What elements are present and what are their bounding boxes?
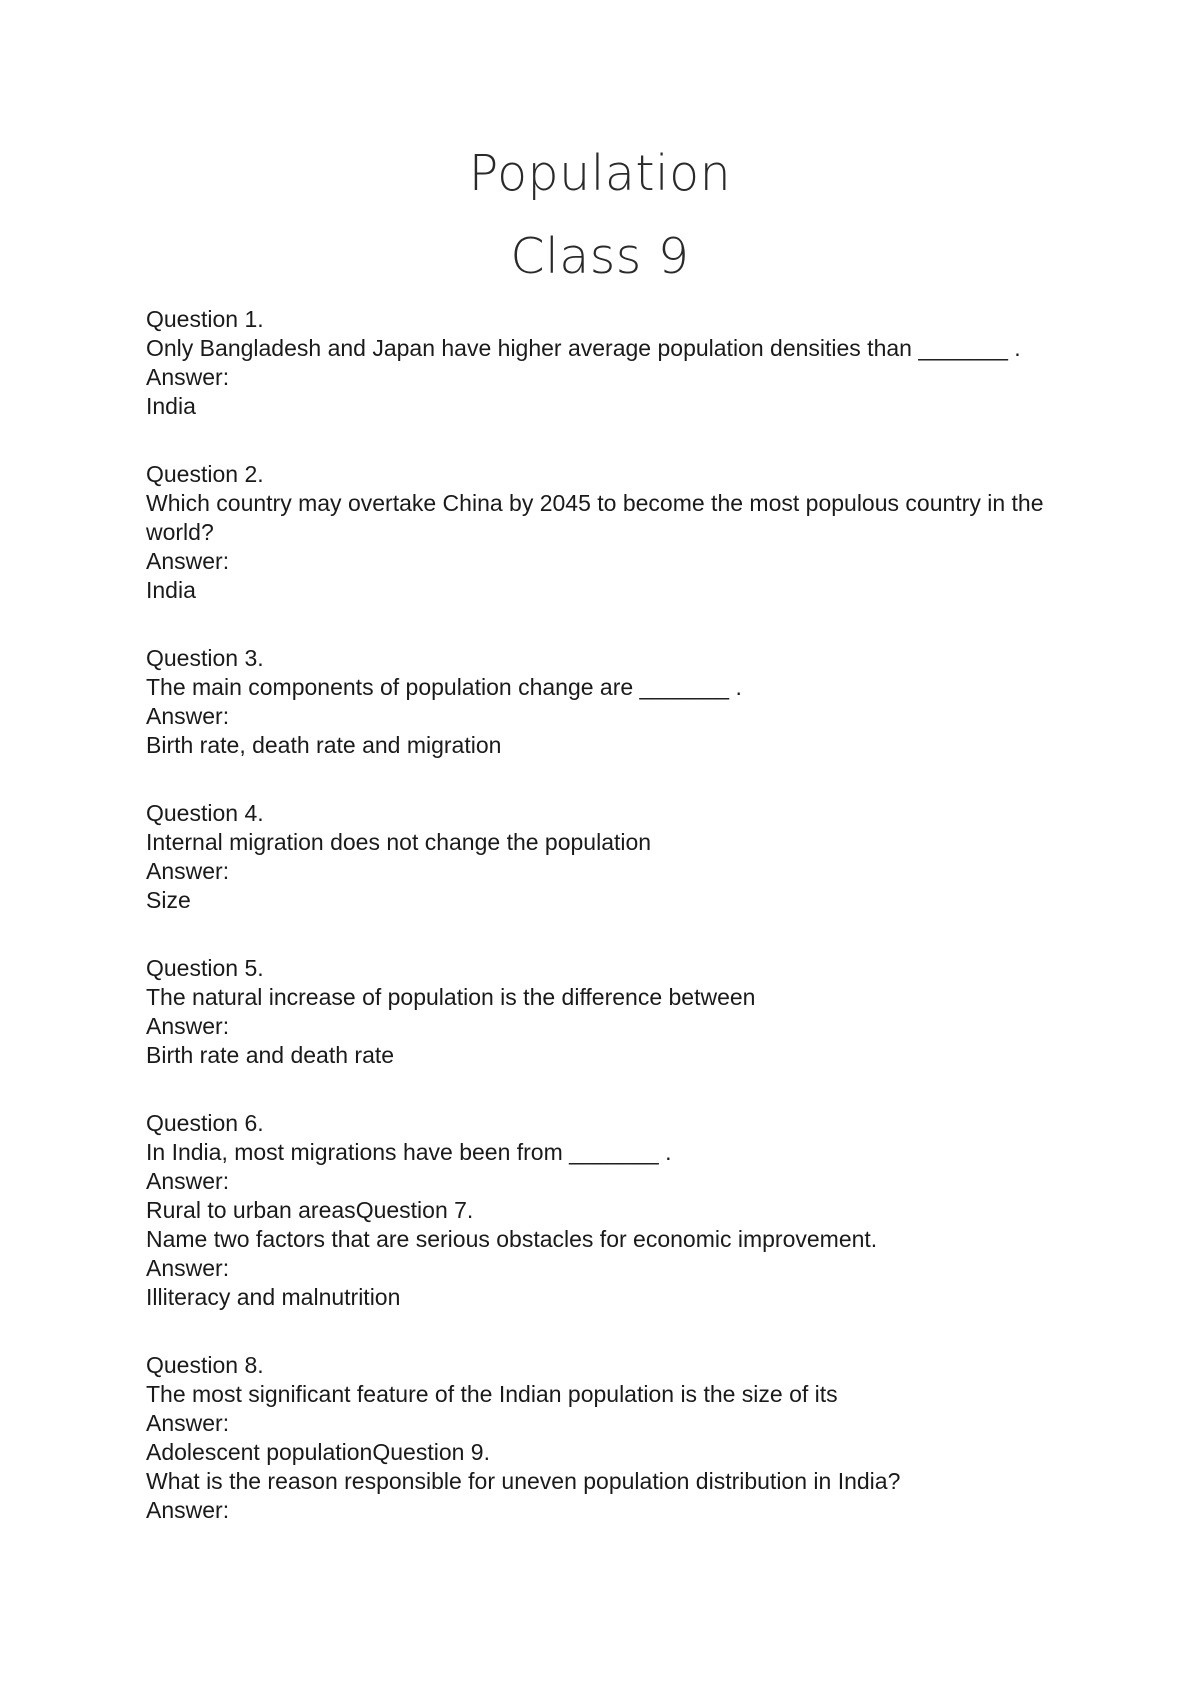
question-text: What is the reason responsible for uneven population distribution in India? [146,1468,901,1494]
question-label: Question 6. [146,1110,264,1136]
answer-text: Adolescent population [146,1439,373,1465]
question-text: Only Bangladesh and Japan have higher average population densities than _______ . [146,335,1021,361]
answer-text: India [146,393,196,419]
question-text: Which country may overtake China by 2045 to become the most populous country in the world? [146,490,1050,545]
question-block-5 [146,954,1066,1070]
question-list [146,305,1066,1525]
question-label: Question 2. [146,461,264,487]
answer-text: Illiteracy and malnutrition [146,1284,401,1310]
question-label: Question 1. [146,306,264,332]
answer-label: Answer: [146,1410,230,1436]
question-text: The main components of population change are _______ . [146,674,742,700]
answer-label: Answer: [146,1497,230,1523]
question-block-9 [146,1467,1066,1525]
question-label: Question 7. [355,1197,474,1223]
answer-text: Birth rate, death rate and migration [146,732,502,758]
question-text: The natural increase of population is the difference between [146,984,756,1010]
question-label: Question 8. [146,1352,264,1378]
question-label: Question 5. [146,955,264,981]
question-block-3 [146,644,1066,760]
page-title: Population [468,145,732,202]
question-text: In India, most migrations have been from _______ . [146,1139,672,1165]
question-block-6 [146,1109,1066,1225]
question-block-8 [146,1351,1066,1467]
page-subtitle: Class 9 [510,228,690,285]
question-block-1 [146,305,1066,421]
answer-text: India [146,577,196,603]
question-block-4 [146,799,1066,915]
question-text: The most significant feature of the Indian population is the size of its [146,1381,838,1407]
answer-label: Answer: [146,364,230,390]
answer-label: Answer: [146,703,230,729]
question-label: Question 4. [146,800,264,826]
answer-label: Answer: [146,1168,230,1194]
answer-label: Answer: [146,1013,230,1039]
answer-text: Birth rate and death rate [146,1042,395,1068]
answer-label: Answer: [146,548,230,574]
answer-label: Answer: [146,858,230,884]
answer-text: Size [146,887,191,913]
answer-text: Rural to urban areas [146,1197,356,1223]
answer-label: Answer: [146,1255,230,1281]
question-label: Question 3. [146,645,264,671]
question-text: Internal migration does not change the population [146,829,652,855]
question-text: Name two factors that are serious obstacles for economic improvement. [146,1226,878,1252]
question-block-7 [146,1225,1066,1312]
question-block-2 [146,460,1066,605]
question-label: Question 9. [372,1439,490,1465]
